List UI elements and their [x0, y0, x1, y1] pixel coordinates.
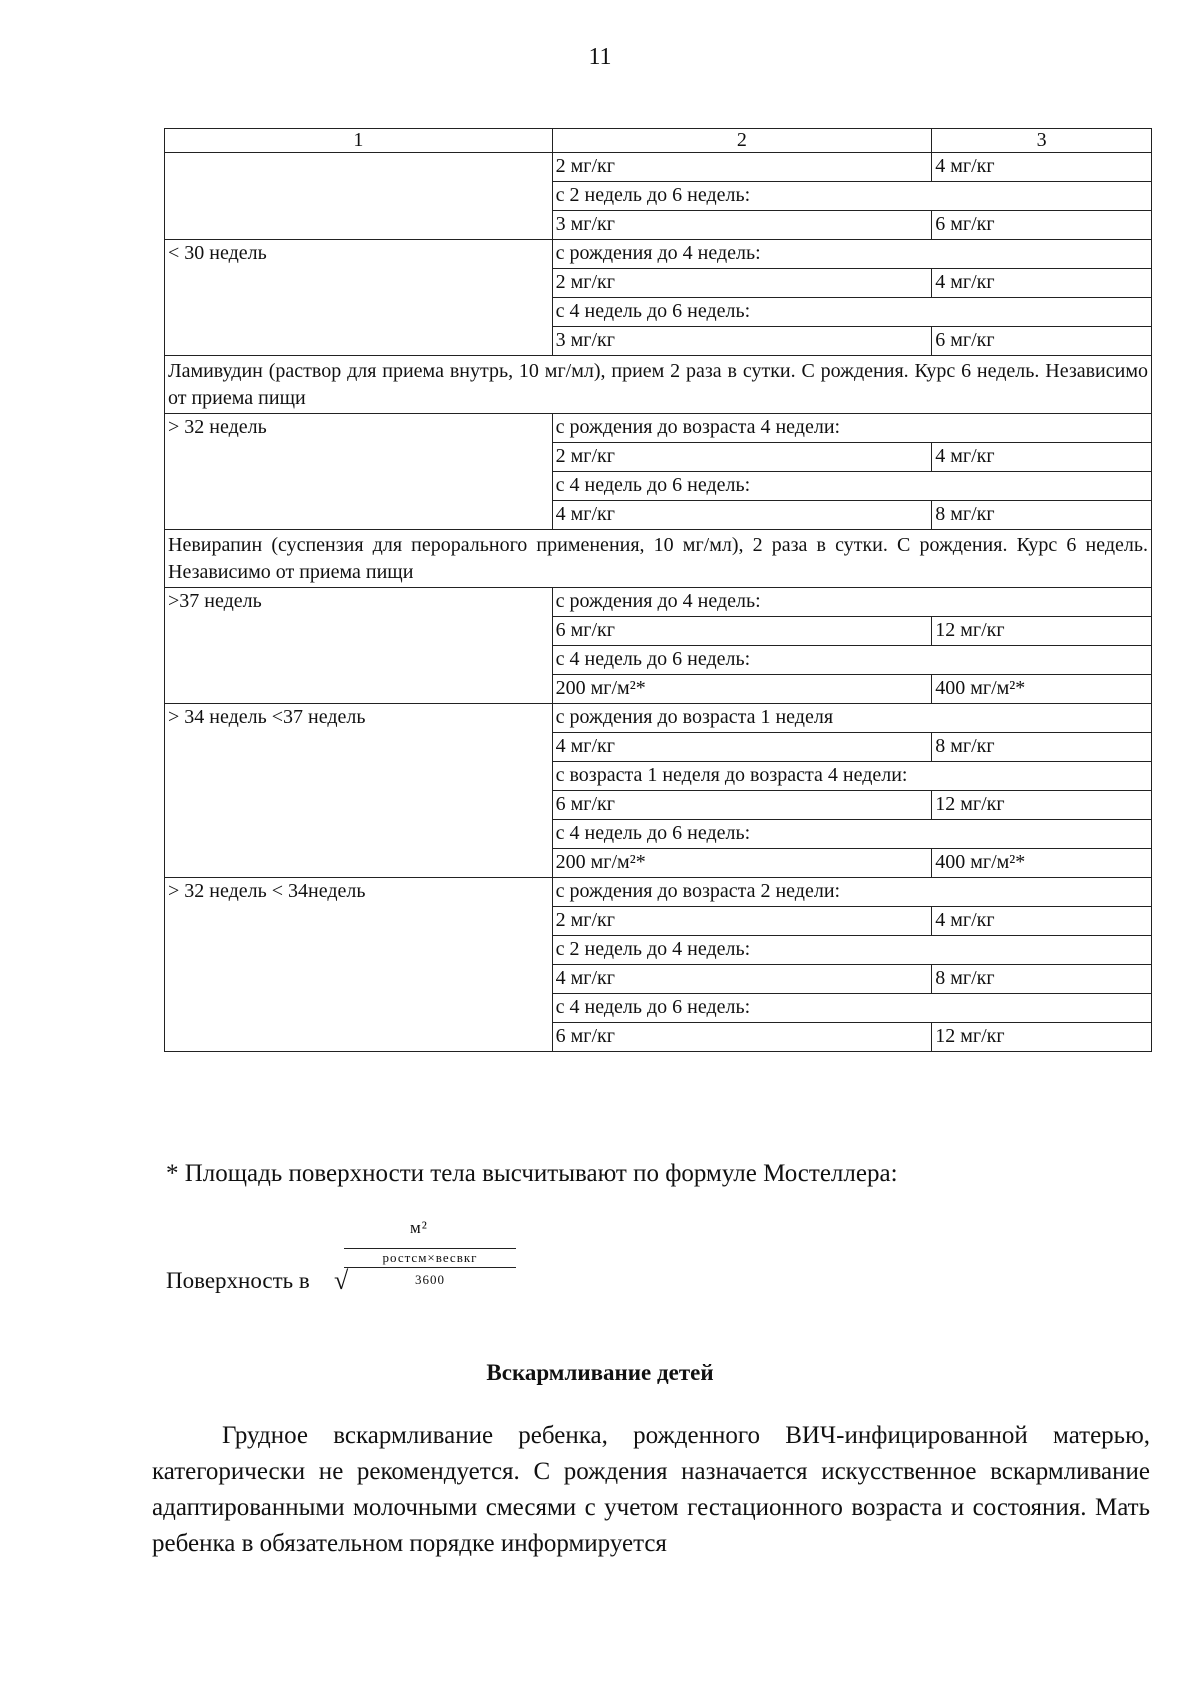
- body-paragraph: Грудное вскармливание ребенка, рожденного ВИЧ-инфицированной матерью, категорически не рекомендуется. С рождения назначается искусственное вскармливание адаптированными молочными смесями с учетом гестационного возраста и состояния. Мать ребенка в обязательном порядке информируется: [152, 1422, 1150, 1557]
- table-row-drug: [165, 356, 1152, 414]
- gestational-age-cell: < 30 недель: [165, 240, 553, 356]
- period-cell: с рождения до 4 недель:: [552, 588, 1151, 617]
- footnote-mosteller: * Площадь поверхности тела высчитывают по формуле Мостеллера:: [166, 1160, 898, 1187]
- daily-dose-cell: 4 мг/кг: [932, 443, 1152, 472]
- daily-dose-cell: 4 мг/кг: [932, 907, 1152, 936]
- table-row: [165, 240, 1152, 269]
- formula-unit: м²: [410, 1218, 428, 1237]
- gestational-age-cell: >37 недель: [165, 588, 553, 704]
- period-cell: с 4 недель до 6 недель:: [552, 298, 1151, 327]
- table-row: [165, 153, 1152, 182]
- single-dose-cell: 4 мг/кг: [552, 733, 932, 762]
- single-dose-cell: 200 мг/м²*: [552, 675, 932, 704]
- daily-dose-cell: 12 мг/кг: [932, 791, 1152, 820]
- formula-label: Поверхность в: [166, 1268, 310, 1293]
- single-dose-cell: 2 мг/кг: [552, 907, 932, 936]
- daily-dose-cell: 12 мг/кг: [932, 617, 1152, 646]
- table-row-drug: [165, 530, 1152, 588]
- single-dose-cell: 2 мг/кг: [552, 269, 932, 298]
- daily-dose-cell: 400 мг/м²*: [932, 675, 1152, 704]
- single-dose-cell: 4 мг/кг: [552, 965, 932, 994]
- table-row: [165, 878, 1152, 907]
- dosage-table: [164, 128, 1152, 1052]
- daily-dose-cell: 6 мг/кг: [932, 211, 1152, 240]
- header-col-2: 2: [552, 129, 932, 153]
- page-number: 11: [588, 44, 612, 70]
- formula-numerator: ростсм×весвкг: [344, 1248, 516, 1268]
- square-root-symbol: √: [334, 1266, 349, 1295]
- table-header-row: [165, 129, 1152, 153]
- single-dose-cell: 4 мг/кг: [552, 501, 932, 530]
- period-cell: с 4 недель до 6 недель:: [552, 472, 1151, 501]
- single-dose-cell: 6 мг/кг: [552, 1023, 932, 1052]
- single-dose-cell: 3 мг/кг: [552, 327, 932, 356]
- period-cell: с рождения до возраста 4 недели:: [552, 414, 1151, 443]
- period-cell: с рождения до возраста 2 недели:: [552, 878, 1151, 907]
- table-row: [165, 704, 1152, 733]
- header-col-1: 1: [165, 129, 553, 153]
- period-cell: с возраста 1 неделя до возраста 4 недели:: [552, 762, 1151, 791]
- drug-description: Невирапин (суспензия для перорального применения, 10 мг/мл), 2 раза в сутки. С рождения. Курс 6 недель. Независимо от приема пищи: [165, 530, 1152, 588]
- period-cell: с 2 недель до 4 недель:: [552, 936, 1151, 965]
- mosteller-formula: [166, 1218, 566, 1298]
- single-dose-cell: 2 мг/кг: [552, 153, 932, 182]
- single-dose-cell: 6 мг/кг: [552, 791, 932, 820]
- single-dose-cell: 200 мг/м²*: [552, 849, 932, 878]
- single-dose-cell: 2 мг/кг: [552, 443, 932, 472]
- daily-dose-cell: 8 мг/кг: [932, 501, 1152, 530]
- section-title: Вскармливание детей: [486, 1360, 714, 1385]
- header-col-3: 3: [932, 129, 1152, 153]
- daily-dose-cell: 8 мг/кг: [932, 733, 1152, 762]
- single-dose-cell: 3 мг/кг: [552, 211, 932, 240]
- daily-dose-cell: 8 мг/кг: [932, 965, 1152, 994]
- table-row: [165, 588, 1152, 617]
- gestational-age-cell: > 32 недель < 34недель: [165, 878, 553, 1052]
- gestational-age-cell: [165, 153, 553, 240]
- formula-denominator: 3600: [415, 1272, 445, 1287]
- daily-dose-cell: 4 мг/кг: [932, 153, 1152, 182]
- period-cell: с 4 недель до 6 недель:: [552, 646, 1151, 675]
- daily-dose-cell: 4 мг/кг: [932, 269, 1152, 298]
- daily-dose-cell: 6 мг/кг: [932, 327, 1152, 356]
- daily-dose-cell: 400 мг/м²*: [932, 849, 1152, 878]
- period-cell: с 2 недель до 6 недель:: [552, 182, 1151, 211]
- dosage-table-body: [165, 129, 1152, 1052]
- table-row: [165, 414, 1152, 443]
- gestational-age-cell: > 32 недель: [165, 414, 553, 530]
- daily-dose-cell: 12 мг/кг: [932, 1023, 1152, 1052]
- gestational-age-cell: > 34 недель <37 недель: [165, 704, 553, 878]
- period-cell: с рождения до 4 недель:: [552, 240, 1151, 269]
- period-cell: с 4 недель до 6 недель:: [552, 820, 1151, 849]
- period-cell: с рождения до возраста 1 неделя: [552, 704, 1151, 733]
- period-cell: с 4 недель до 6 недель:: [552, 994, 1151, 1023]
- drug-description: Ламивудин (раствор для приема внутрь, 10 мг/мл), прием 2 раза в сутки. С рождения. Курс 6 недель. Независимо от приема пищи: [165, 356, 1152, 414]
- single-dose-cell: 6 мг/кг: [552, 617, 932, 646]
